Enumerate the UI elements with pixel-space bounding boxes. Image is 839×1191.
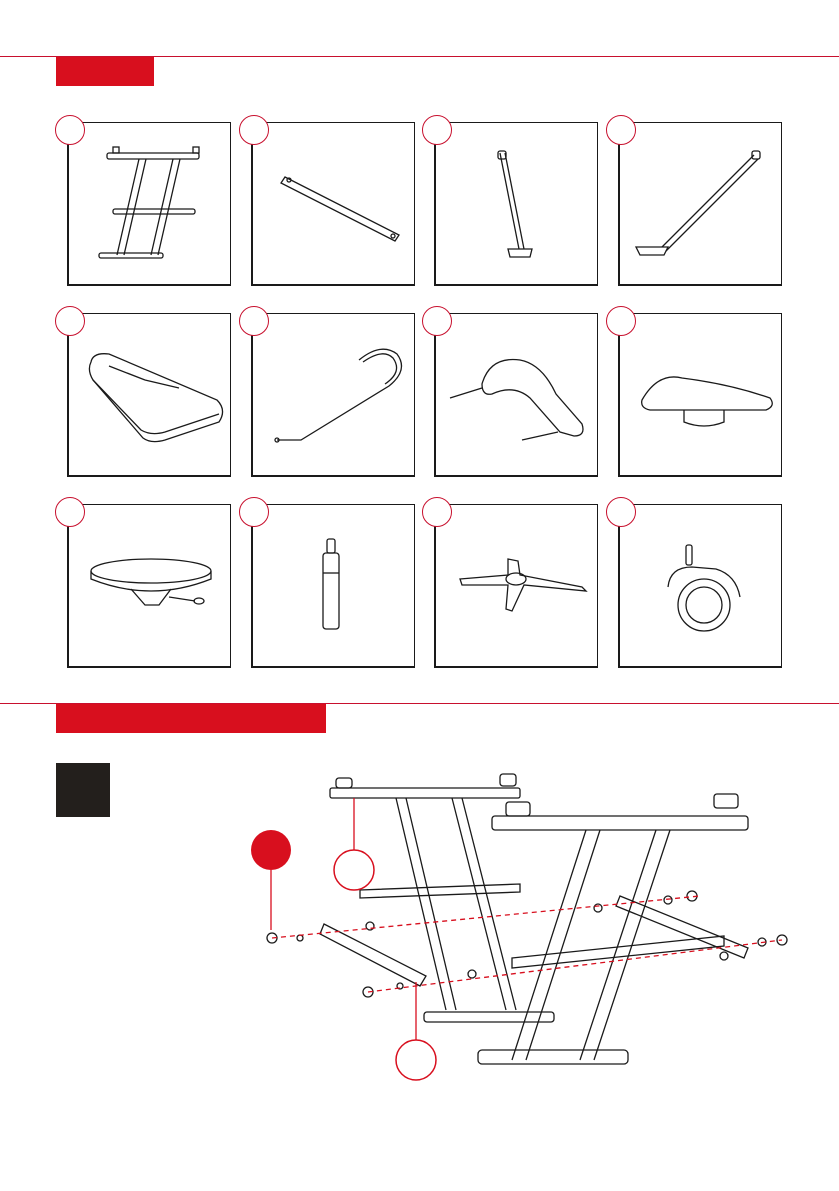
flat-bar-icon xyxy=(253,123,417,287)
x-frame-icon xyxy=(69,123,233,287)
part-badge xyxy=(239,115,269,145)
part-badge xyxy=(606,497,636,527)
step-number-box xyxy=(56,763,110,817)
part-badge xyxy=(606,115,636,145)
bracket-rod-icon xyxy=(436,123,600,287)
seat-base-icon xyxy=(69,505,233,669)
part-badge xyxy=(422,306,452,336)
callout-frame xyxy=(334,850,374,890)
part-gas-lift xyxy=(251,504,415,668)
part-badge xyxy=(422,497,452,527)
part-connecting-bar xyxy=(251,122,415,286)
assembly-illustration xyxy=(240,760,800,1090)
parts-section-tab xyxy=(56,57,154,86)
part-badge xyxy=(55,306,85,336)
part-badge xyxy=(606,306,636,336)
part-armrest-bracket-long xyxy=(618,122,782,286)
part-seat-cushion xyxy=(67,313,231,477)
long-rod-icon xyxy=(620,123,784,287)
headrest-icon xyxy=(436,314,600,478)
gas-cylinder-icon xyxy=(253,505,417,669)
part-badge xyxy=(55,497,85,527)
part-badge xyxy=(239,497,269,527)
part-star-base xyxy=(434,504,598,668)
part-curved-support-rod xyxy=(251,313,415,477)
part-badge xyxy=(239,306,269,336)
part-badge xyxy=(422,115,452,145)
caster-wheel-icon xyxy=(620,505,784,669)
pad-icon xyxy=(620,314,784,478)
hook-rod-icon xyxy=(253,314,417,478)
star-base-icon xyxy=(436,505,600,669)
assembly-section-tab xyxy=(56,704,326,733)
part-armrest-pad xyxy=(618,313,782,477)
callout-bar xyxy=(396,1040,436,1080)
part-badge xyxy=(55,115,85,145)
cushion-icon xyxy=(69,314,233,478)
part-caster xyxy=(618,504,782,668)
callout-filled xyxy=(251,830,291,870)
part-frame-x-leg xyxy=(67,122,231,286)
part-armrest-bracket-short xyxy=(434,122,598,286)
part-headrest xyxy=(434,313,598,477)
part-seat-base xyxy=(67,504,231,668)
